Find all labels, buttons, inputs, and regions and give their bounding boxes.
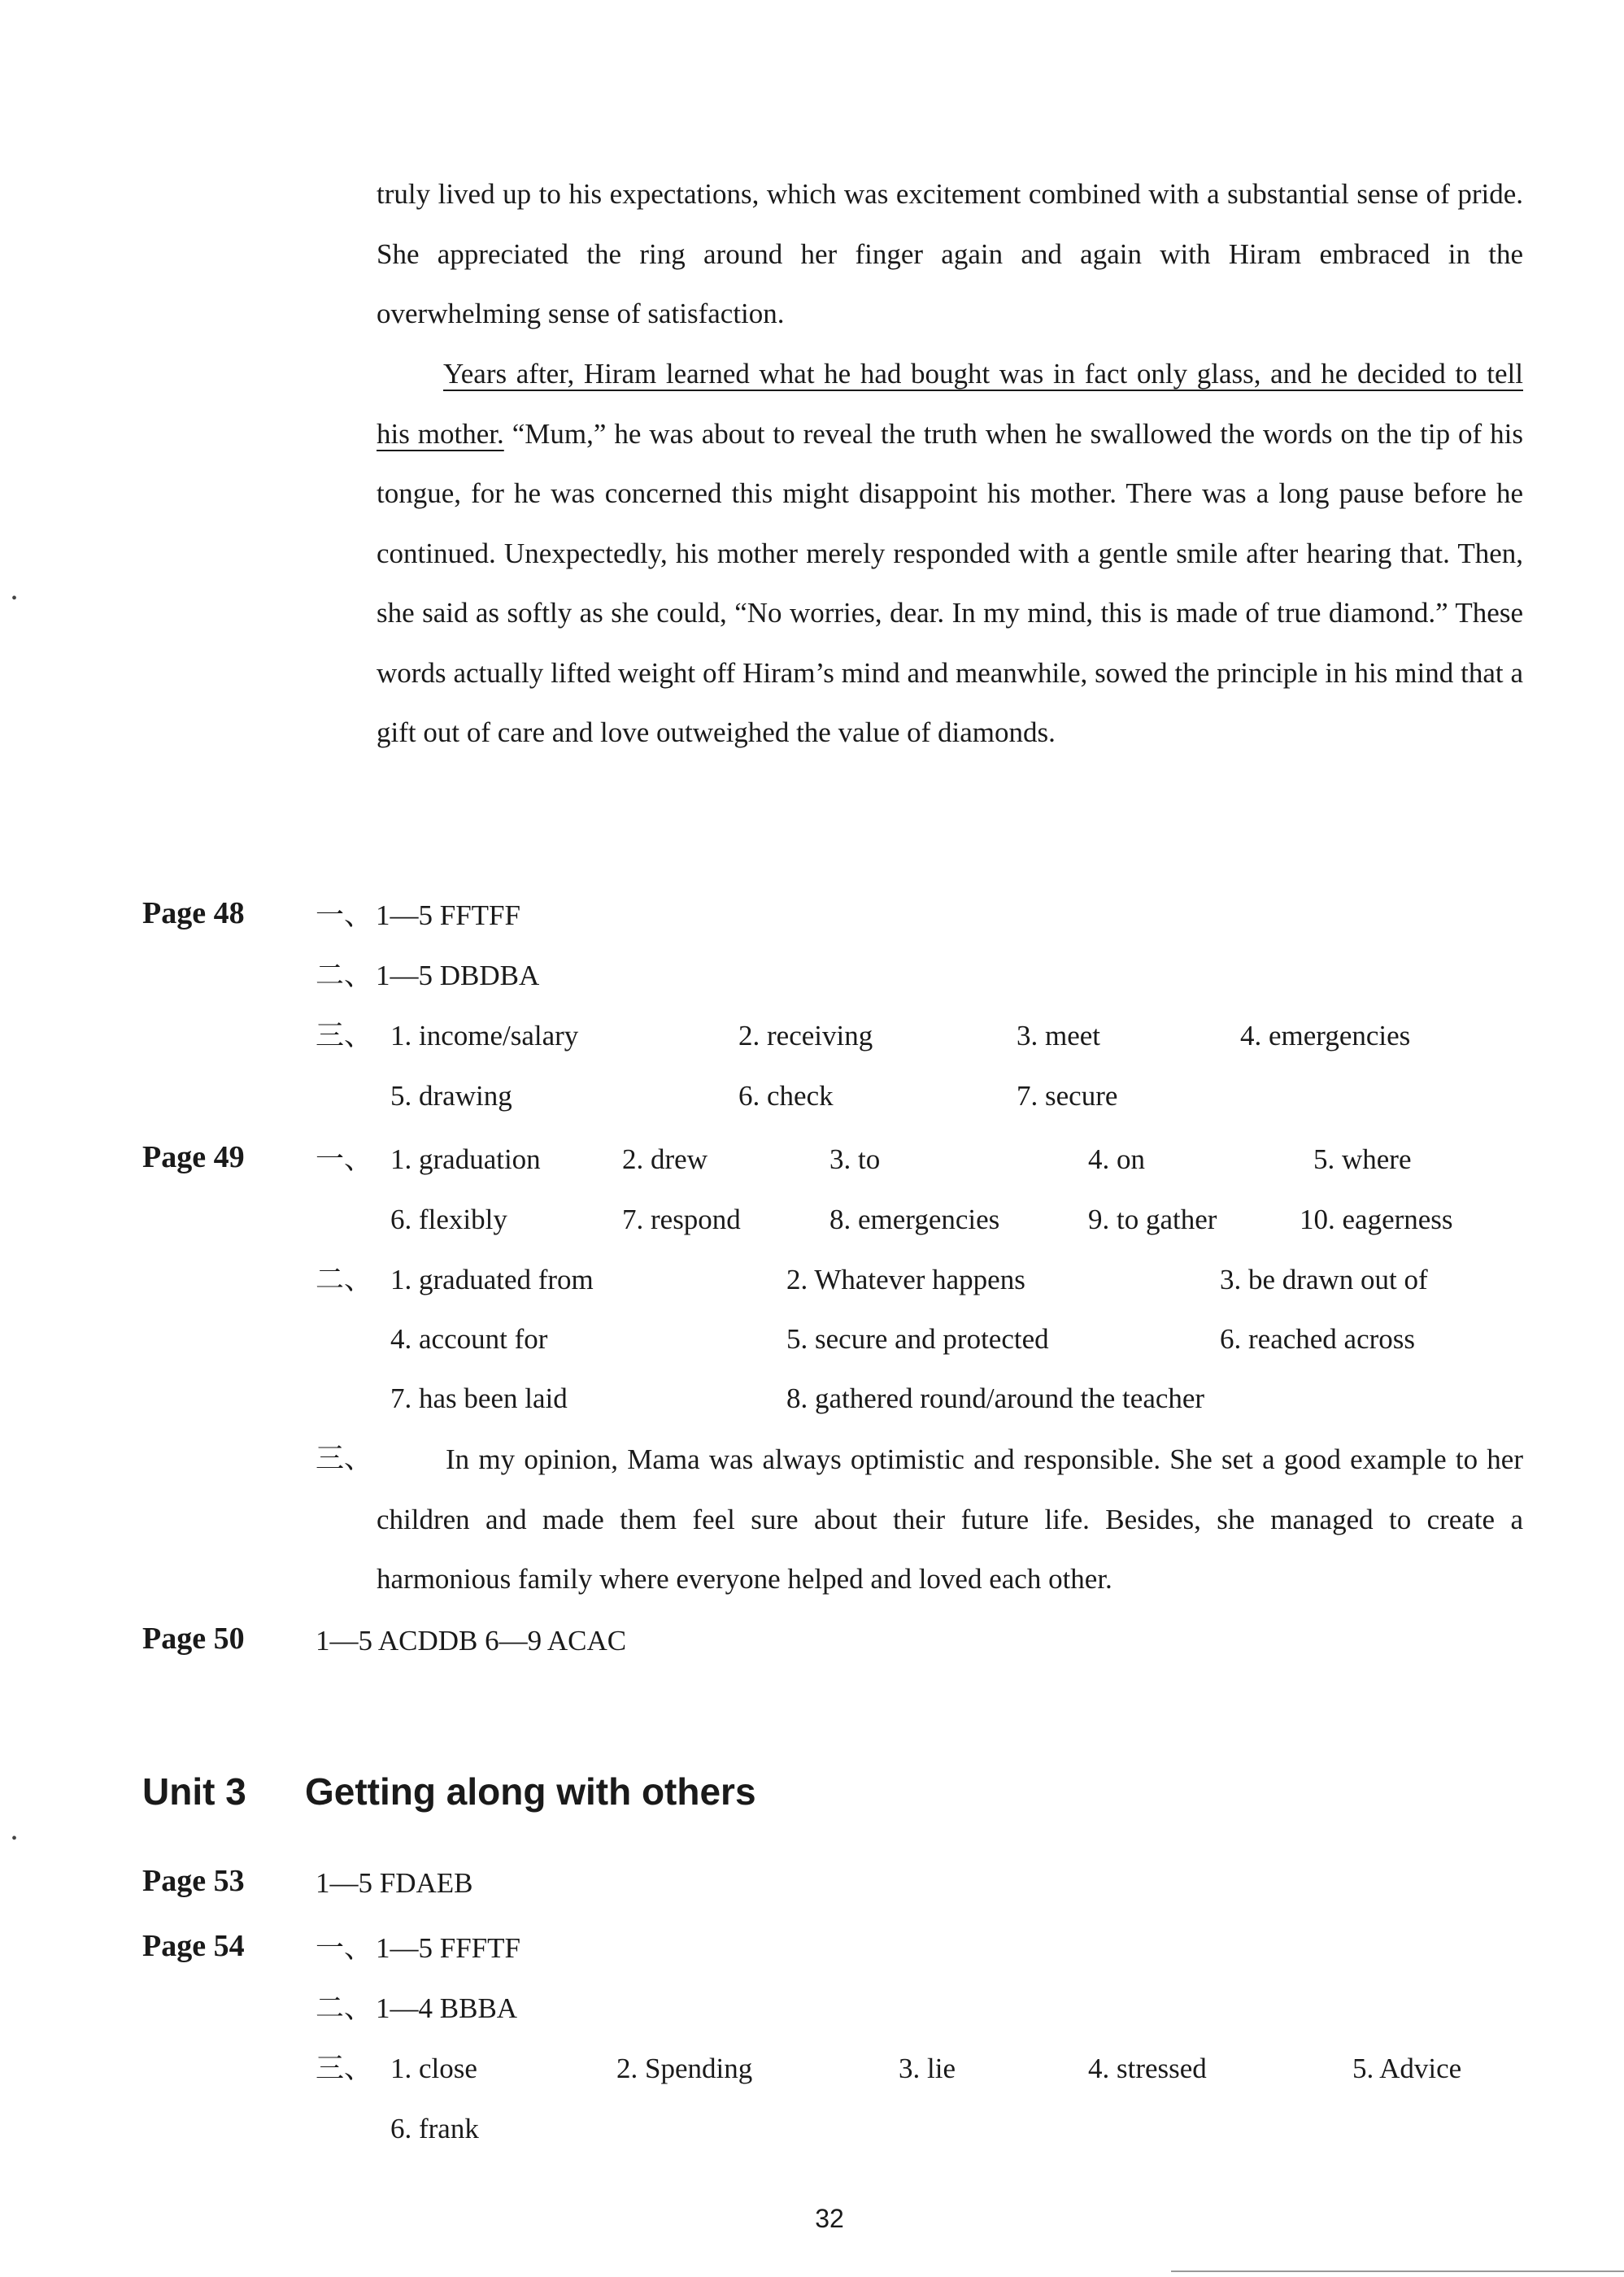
passage-paragraph-1: truly lived up to his expectations, which was excitement combined with a substantial sense of pride. She appreciated the ring around her finger again and again with Hiram embraced in the overwhelming sense of satisfaction. (377, 178, 1523, 329)
page-50-label: Page 50 (142, 1622, 245, 1656)
page-48-s3-item: 5. drawing (390, 1080, 512, 1112)
page-54-section-2-answers: 1—4 BBBA (376, 1992, 518, 2024)
page-49-s1-item: 4. on (1088, 1143, 1145, 1175)
section-marker-two: 二、 (316, 960, 373, 991)
page-49-label: Page 49 (142, 1140, 245, 1174)
page-54-s3-item: 1. close (390, 2053, 477, 2084)
page-49-s2-item: 2. Whatever happens (786, 1264, 1025, 1295)
page-54-s3-item: 4. stressed (1088, 2053, 1207, 2084)
scan-edge-line (1171, 2270, 1624, 2272)
page-49-s1-item: 7. respond (622, 1204, 741, 1235)
section-marker-one: 一、 (316, 899, 373, 931)
section-marker-three: 三、 (316, 1443, 373, 1474)
section-marker-two: 二、 (316, 1992, 373, 2024)
page-49-s1-item: 8. emergencies (829, 1204, 1000, 1235)
page-54-s3-item: 3. lie (899, 2053, 956, 2084)
page-49-s1-item: 1. graduation (390, 1143, 541, 1175)
page-48-s3-item: 4. emergencies (1240, 1020, 1411, 1051)
passage-paragraph-2 (377, 344, 1523, 763)
page-49-s1-item: 9. to gather (1088, 1204, 1217, 1235)
page-49-s1-item: 2. drew (622, 1143, 708, 1175)
page-49-s2-item: 6. reached across (1220, 1323, 1416, 1355)
page-49-section-3-text: In my opinion, Mama was always optimistic and responsible. She set a good example to her children and made them feel sure about their future life. Besides, she managed to create a harmonious family where everyone helped and loved each other. (377, 1443, 1523, 1595)
page-54-s3-item: 2. Spending (616, 2053, 753, 2084)
page-50-answers: 1—5 ACDDB 6—9 ACAC (316, 1625, 627, 1657)
underlined-sentence: Years after, Hiram learned what he had bought was in fact only glass, and he decided to tell his mother. (377, 358, 1523, 450)
page-49-s2-item: 4. account for (390, 1323, 548, 1355)
passage-paragraph-2-rest: “Mum,” he was about to reveal the truth when he swallowed the words on the tip of his tongue, for he was concerned this might disappoint his mother. There was a long pause before he continued. Unexpectedly, his mother merely responded with a gentle smile after hearing that. Then, she said as softly as she could, “No worries, dear. In my mind, this is made of true diamond.” These words actually lifted weight off Hiram’s mind and meanwhile, sowed the principle in his mind that a gift out of care and love outweighed the value of diamonds. (377, 417, 1523, 748)
page-53-label: Page 53 (142, 1864, 245, 1898)
page-48-label: Page 48 (142, 896, 245, 930)
unit-title: Getting along with others (305, 1770, 756, 1813)
unit-number: Unit 3 (142, 1770, 246, 1813)
page-49-s1-item: 10. eagerness (1300, 1204, 1453, 1235)
page-49-s1-item: 6. flexibly (390, 1204, 507, 1235)
section-marker-two: 二、 (316, 1264, 373, 1295)
page-48-s3-item: 7. secure (1017, 1080, 1118, 1112)
page-number: 32 (815, 2204, 844, 2233)
scan-dot-mark: • (11, 590, 18, 607)
page-54-section-1-answers: 1—5 FFFTF (376, 1932, 520, 1964)
page-49-s2-item: 7. has been laid (390, 1382, 568, 1414)
section-marker-one: 一、 (316, 1143, 373, 1175)
page-49-s1-item: 3. to (829, 1143, 881, 1175)
page-49-s1-item: 5. where (1313, 1143, 1412, 1175)
page-49-s2-item: 3. be drawn out of (1220, 1264, 1428, 1295)
page-48-s3-item: 3. meet (1017, 1020, 1101, 1051)
page-48-s3-item: 1. income/salary (390, 1020, 579, 1051)
page-54-s3-item: 6. frank (390, 2113, 479, 2144)
page-49-s2-item: 8. gathered round/around the teacher (786, 1382, 1205, 1414)
page-53-answers: 1—5 FDAEB (316, 1867, 473, 1899)
section-marker-three: 三、 (316, 1020, 373, 1051)
section-marker-three: 三、 (316, 2053, 373, 2084)
page-54-s3-item: 5. Advice (1352, 2053, 1462, 2084)
scan-dot-mark: • (11, 1830, 18, 1848)
page-54-label: Page 54 (142, 1929, 245, 1963)
section-marker-one: 一、 (316, 1932, 373, 1964)
page-49-s2-item: 5. secure and protected (786, 1323, 1049, 1355)
page-48-s3-item: 2. receiving (738, 1020, 873, 1051)
page-48-section-2-answers: 1—5 DBDBA (376, 960, 540, 991)
page-49-s2-item: 1. graduated from (390, 1264, 594, 1295)
page-48-section-1-answers: 1—5 FFTFF (376, 899, 520, 931)
page-48-s3-item: 6. check (738, 1080, 834, 1112)
